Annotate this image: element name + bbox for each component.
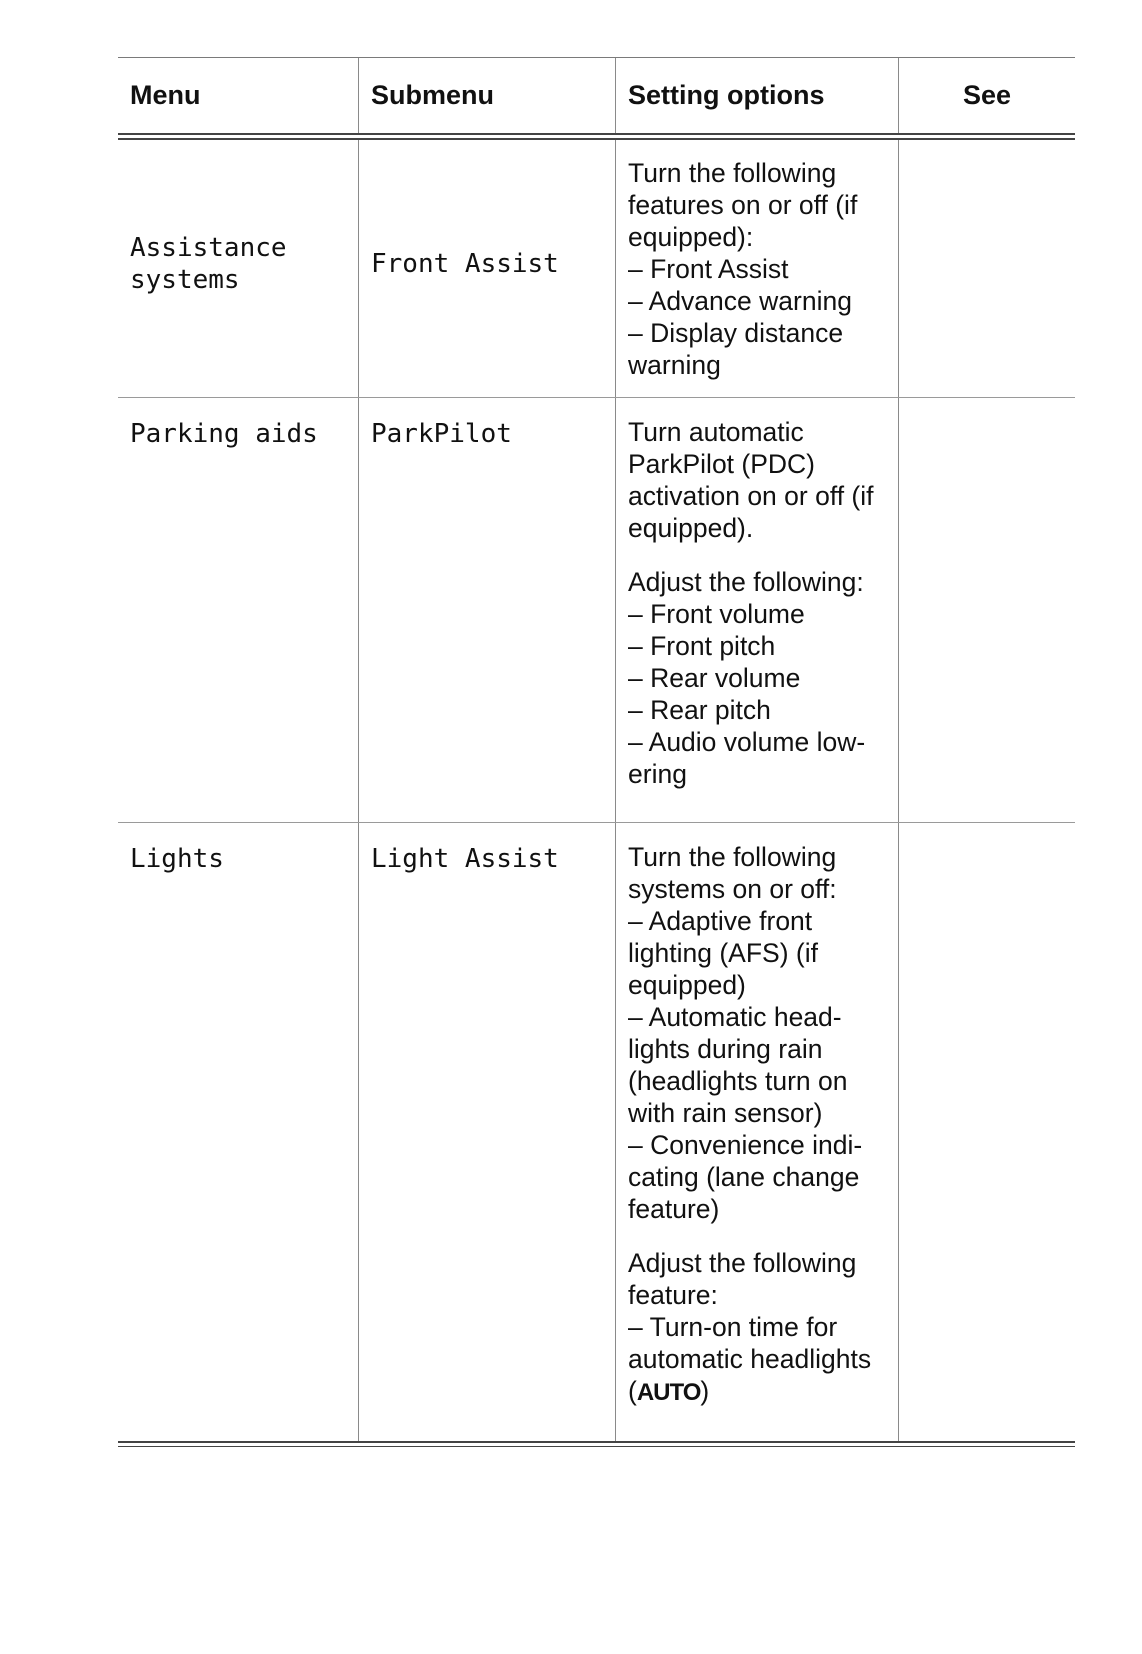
settings-table (118, 57, 1075, 1447)
row-setting-options (615, 823, 898, 1441)
auto-open-paren: ( (628, 1376, 637, 1406)
option-line: – Rear volume (628, 663, 801, 693)
option-line: – Convenience indi- (628, 1130, 863, 1160)
paragraph-gap (628, 1225, 892, 1247)
option-line: – Front pitch (628, 631, 776, 661)
paragraph-gap (628, 544, 892, 566)
auto-close-paren: ) (700, 1376, 710, 1406)
row-see (898, 140, 1075, 397)
auto-badge-icon: AUTO (636, 1379, 701, 1406)
option-line: – Audio volume low- (628, 727, 866, 757)
option-line: ParkPilot (PDC) (628, 449, 816, 479)
row-see (898, 398, 1075, 822)
option-line: Turn the following (628, 842, 837, 872)
row-setting-options (615, 140, 898, 397)
option-line: lighting (AFS) (if (628, 938, 818, 968)
table-row (118, 398, 1075, 823)
option-line: ering (628, 759, 687, 789)
option-line: lights during rain (628, 1034, 823, 1064)
option-line: – Display distance (628, 318, 844, 348)
option-line: warning (628, 350, 721, 380)
row-submenu: Front Assist (358, 140, 615, 397)
option-line: automatic headlights (628, 1344, 872, 1374)
option-line: features on or off (if (628, 190, 858, 220)
row-menu: Assistance systems (130, 233, 287, 295)
option-line: – Adaptive front (628, 906, 813, 936)
footer-double-rule (118, 1441, 1075, 1447)
option-line: Adjust the following: (628, 567, 864, 597)
option-line: activation on or off (if (628, 481, 874, 511)
option-line: Adjust the following (628, 1248, 857, 1278)
header-setting-options: Setting options (615, 58, 898, 133)
row-see (898, 823, 1075, 1441)
table-row (118, 823, 1075, 1441)
option-line: – Turn-on time for (628, 1312, 838, 1342)
row-submenu: Light Assist (358, 823, 615, 1441)
row-menu: Lights (130, 844, 224, 874)
option-line: equipped). (628, 513, 754, 543)
option-line: Turn automatic (628, 417, 804, 447)
header-submenu: Submenu (358, 58, 615, 133)
option-line: equipped) (628, 970, 746, 1000)
option-line: with rain sensor) (628, 1098, 823, 1128)
option-line: feature) (628, 1194, 720, 1224)
auto-line (628, 1375, 892, 1409)
option-line: Turn the following (628, 158, 837, 188)
option-line: – Front Assist (628, 254, 789, 284)
row-setting-options (615, 398, 898, 822)
option-line: – Front volume (628, 599, 805, 629)
table-header-row (118, 58, 1075, 133)
header-see: See (898, 58, 1075, 133)
table-row (118, 140, 1075, 398)
header-double-rule (118, 133, 1075, 140)
row-menu: Parking aids (130, 419, 318, 449)
option-line: – Advance warning (628, 286, 852, 316)
option-line: cating (lane change (628, 1162, 860, 1192)
option-line: – Automatic head- (628, 1002, 842, 1032)
row-submenu: ParkPilot (358, 398, 615, 822)
option-line: equipped): (628, 222, 754, 252)
option-line: feature: (628, 1280, 718, 1310)
option-line: systems on or off: (628, 874, 837, 904)
header-menu: Menu (130, 80, 201, 110)
option-line: – Rear pitch (628, 695, 771, 725)
option-line: (headlights turn on (628, 1066, 848, 1096)
